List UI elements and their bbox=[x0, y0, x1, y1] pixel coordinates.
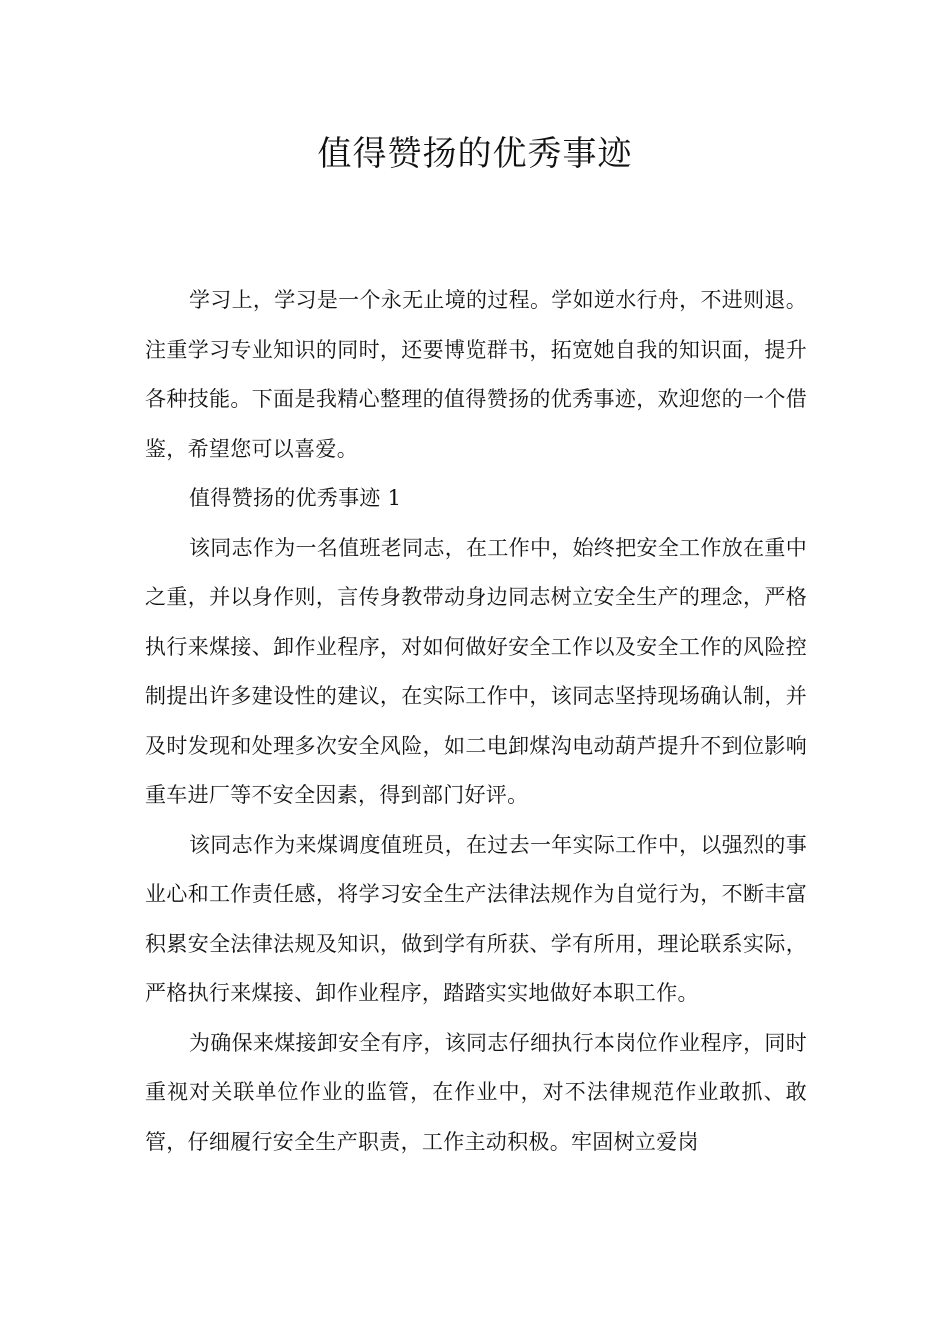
document-body bbox=[145, 276, 807, 1167]
paragraph-2: 该同志作为来煤调度值班员，在过去一年实际工作中，以强烈的事业心和工作责任感，将学习安全生产法律法规作为自觉行为，不断丰富积累安全法律法规及知识，做到学有所获、学有所用，理论联系实际，严格执行来煤接、卸作业程序，踏踏实实地做好本职工作。 bbox=[145, 832, 807, 1005]
paragraph-intro: 学习上，学习是一个永无止境的过程。学如逆水行舟，不进则退。注重学习专业知识的同时，还要博览群书，拓宽她自我的知识面，提升各种技能。下面是我精心整理的值得赞扬的优秀事迹，欢迎您的一个借鉴，希望您可以喜爱。 bbox=[145, 288, 807, 461]
paragraph-3: 为确保来煤接卸安全有序，该同志仔细执行本岗位作业程序，同时重视对关联单位作业的监管，在作业中，对不法律规范作业敢抓、敢管，仔细履行安全生产职责，工作主动积极。牢固树立爱岗 bbox=[145, 1030, 807, 1154]
section-heading: 值得赞扬的优秀事迹 1 bbox=[189, 486, 402, 510]
paragraph-1: 该同志作为一名值班老同志，在工作中，始终把安全工作放在重中之重，并以身作则，言传身教带动身边同志树立安全生产的理念，严格执行来煤接、卸作业程序，对如何做好安全工作以及安全工作的风险控制提出许多建设性的建议，在实际工作中，该同志坚持现场确认制，并及时发现和处理多次安全风险，如二电卸煤沟电动葫芦提升不到位影响重车进厂等不安全因素，得到部门好评。 bbox=[145, 535, 807, 807]
document-title: 值得赞扬的优秀事迹 bbox=[317, 134, 633, 174]
